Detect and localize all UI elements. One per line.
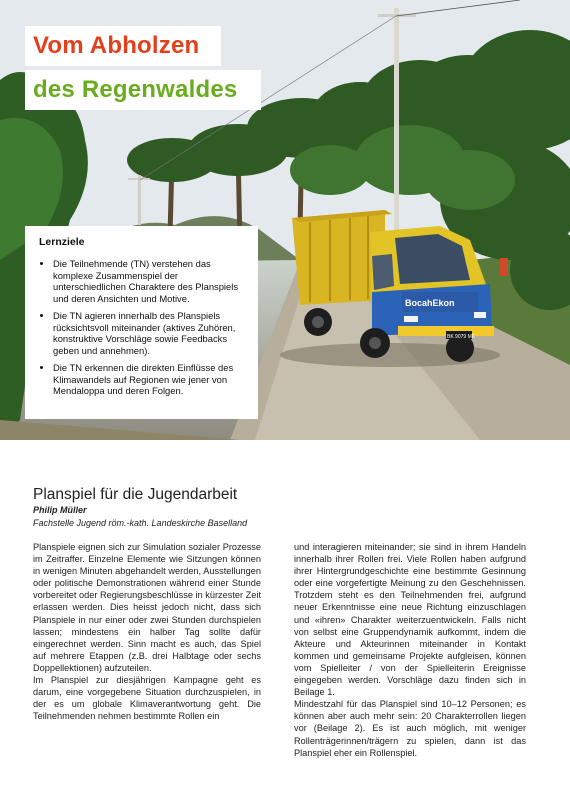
article-column-right	[294, 541, 526, 759]
article-author: Philip Müller	[33, 505, 87, 515]
truck-brand: BocahEkon	[405, 298, 455, 308]
truck-plate: BK 9079 ME	[447, 334, 476, 340]
article-affiliation: Fachstelle Jugend röm.-kath. Landeskirche Baselland	[33, 518, 248, 528]
learning-goal-item: • Die TN agieren innerhalb des Planspiels rücksichtsvoll miteinander (aktives Zuhören, konstruktive Vorschläge sowie Feedbacks geben und annehmen).	[53, 310, 248, 356]
paragraph: Mindestzahl für das Planspiel sind 10–12 Personen; es können aber auch mehr sein: 20 Charakterrollen liegen vor (Beilage 2). Es ist auch möglich, mit weniger Rollenträgerinnen/trägern zu spielen, dann ist das Planspiel eher ein Rollenspiel.	[294, 699, 526, 758]
learning-goals-heading: Lernziele	[39, 236, 85, 248]
article-column-left	[33, 541, 261, 722]
paragraph: Planspiele eignen sich zur Simulation sozialer Prozesse im Zeitraffer. Einzelne Elemente wie Sitzungen können in wenigen Minuten abgehandelt werden, Ausstellungen oder politische Demonstrationen während einer Stunde vorbereitet oder Regierungsbeschlüsse in kürzester Zeit erlassen werden. Dies heisst jedoch nicht, dass sich Planspiele in nur einer oder zwei Stunden durchspielen lassen; mindestens ein halber Tag sollte dafür eingerechnet werden. Sinn macht es auch, das Spiel auf mehrere Etappen (z.B. drei Halbtage oder sechs Doppellektionen) aufzuteilen.	[33, 542, 261, 673]
title-line-1-box	[25, 26, 221, 66]
article-title: Planspiel für die Jugendarbeit	[33, 486, 238, 503]
learning-goals-list	[39, 258, 248, 397]
title-line-2: des Regenwaldes	[33, 76, 238, 103]
title-line-1: Vom Abholzen	[33, 32, 200, 59]
learning-goals-box	[25, 226, 258, 419]
paragraph: und interagieren miteinander; sie sind in ihrem Handeln innerhalb ihrer Rollen frei. Viele Rollen haben aufgrund ihrer Hintergrundgeschichte eine bestimmte Gesinnung oder eine vorgefertigte Meinung zu den Geschehnissen. Trotzdem steht es den Teilnehmenden frei, aufgrund neuer Erkenntnisse eine neue Richtung einzuschlagen und «ihren» Charakter weiterzuentwickeln. Falls nicht von selbst eine Gruppendynamik aufkommt, indem die Akteure und Akteurinnen miteinander in Kontakt kommen und gemeinsame Projekte aufgleisen, können vom Spielleiter / von der Spielleiterin Ereignisse eingegeben werden. Vorschläge dazu finden sich in Beilage 1.	[294, 542, 526, 698]
paragraph: Im Planspiel zur diesjährigen Kampagne geht es darum, eine vorgegebene Situation durchzuspielen, in der es um globale Klimaverantwortung geht. Die Teilnehmenden nehmen bestimmte Rollen ein	[33, 675, 261, 722]
learning-goal-item: • Die Teilnehmende (TN) verstehen das komplexe Zusammenspiel der unterschiedlichen Charaktere des Planspiels und deren Ansichten und Motive.	[53, 258, 248, 304]
learning-goal-item: • Die TN erkennen die direkten Einflüsse des Klimawandels auf Regionen wie jener von Mendaloppa und deren Folgen.	[53, 362, 248, 397]
title-line-2-box	[25, 70, 261, 110]
